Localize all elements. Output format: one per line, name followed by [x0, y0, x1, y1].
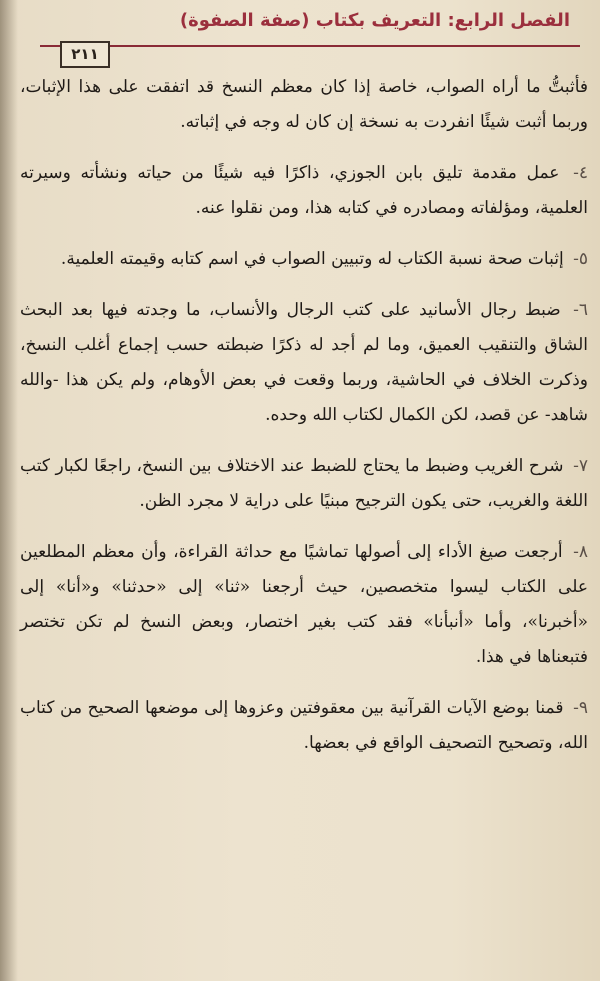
- paragraph-text: شرح الغريب وضبط ما يحتاج للضبط عند الاختلاف بين النسخ، راجعًا لكبار كتب اللغة والغريب، حتى يكون الترجيح مبنيًا على دراية لا مجرد الظن.: [20, 456, 588, 511]
- paragraph-text: إثبات صحة نسبة الكتاب له وتبيين الصواب في اسم كتابه وقيمته العلمية.: [60, 249, 564, 269]
- paragraph-item-9: [20, 691, 588, 761]
- item-number: ٧-: [573, 456, 588, 476]
- paragraph-item-8: [20, 535, 588, 675]
- paragraph-text: فأثبتُّ ما أراه الصواب، خاصة إذا كان معظم النسخ قد اتفقت على هذا الإثبات، وربما أثبت شيئًا انفردت به نسخة إن كان له وجه في إثباته.: [20, 77, 588, 132]
- item-number: ٨-: [573, 542, 589, 562]
- paragraph-item-6: [20, 293, 588, 433]
- paragraph-text: ضبط رجال الأسانيد على كتب الرجال والأنساب، ما وجدته فيها بعد البحث الشاق والتنقيب العميق، وما لم أجد له ذكرًا ضبطته حسب إجماع أغلب النسخ، وذكرت الخلاف في الحاشية، وربما وقعت في بعض الأوهام، ولم يكن هذا -والله شاهد- عن قصد، لكن الكمال لكتاب الله وحده.: [20, 300, 588, 425]
- paragraph-item-4: [20, 156, 588, 226]
- item-number: ٥-: [573, 249, 588, 269]
- paragraph-text: قمنا بوضع الآيات القرآنية بين معقوفتين وعزوها إلى موضعها الصحيح من كتاب الله، وتصحيح التصحيف الواقع في بعضها.: [20, 698, 588, 753]
- item-number: ٤-: [573, 163, 589, 183]
- paragraph-3-continued: [20, 70, 588, 140]
- header-rule: [40, 45, 580, 47]
- chapter-title: الفصل الرابع: التعريف بكتاب (صفة الصفوة): [179, 10, 570, 31]
- item-number: ٩-: [573, 698, 589, 718]
- body-text: [20, 70, 588, 777]
- page-number: ٢١١: [60, 41, 110, 68]
- paragraph-item-7: [20, 449, 588, 519]
- paragraph-text: عمل مقدمة تليق بابن الجوزي، ذاكرًا فيه شيئًا من حياته ونشأته وسيرته العلمية، ومؤلفاته ومصادره في كتابه هذا، ومن نقلوا عنه.: [20, 163, 588, 218]
- paragraph-text: أرجعت صيغ الأداء إلى أصولها تماشيًا مع حداثة القراءة، وأن معظم المطلعين على الكتاب ليسوا متخصصين، حيث أرجعنا «ثنا» إلى «حدثنا» و«أنا» إلى «أخبرنا»، وأما «أنبأنا» فقد كتب بغير اختصار، وبعض النسخ لم تكن تختصر فتبعناها في هذا.: [20, 542, 588, 667]
- paragraph-item-5: [20, 242, 588, 277]
- item-number: ٦-: [573, 300, 588, 320]
